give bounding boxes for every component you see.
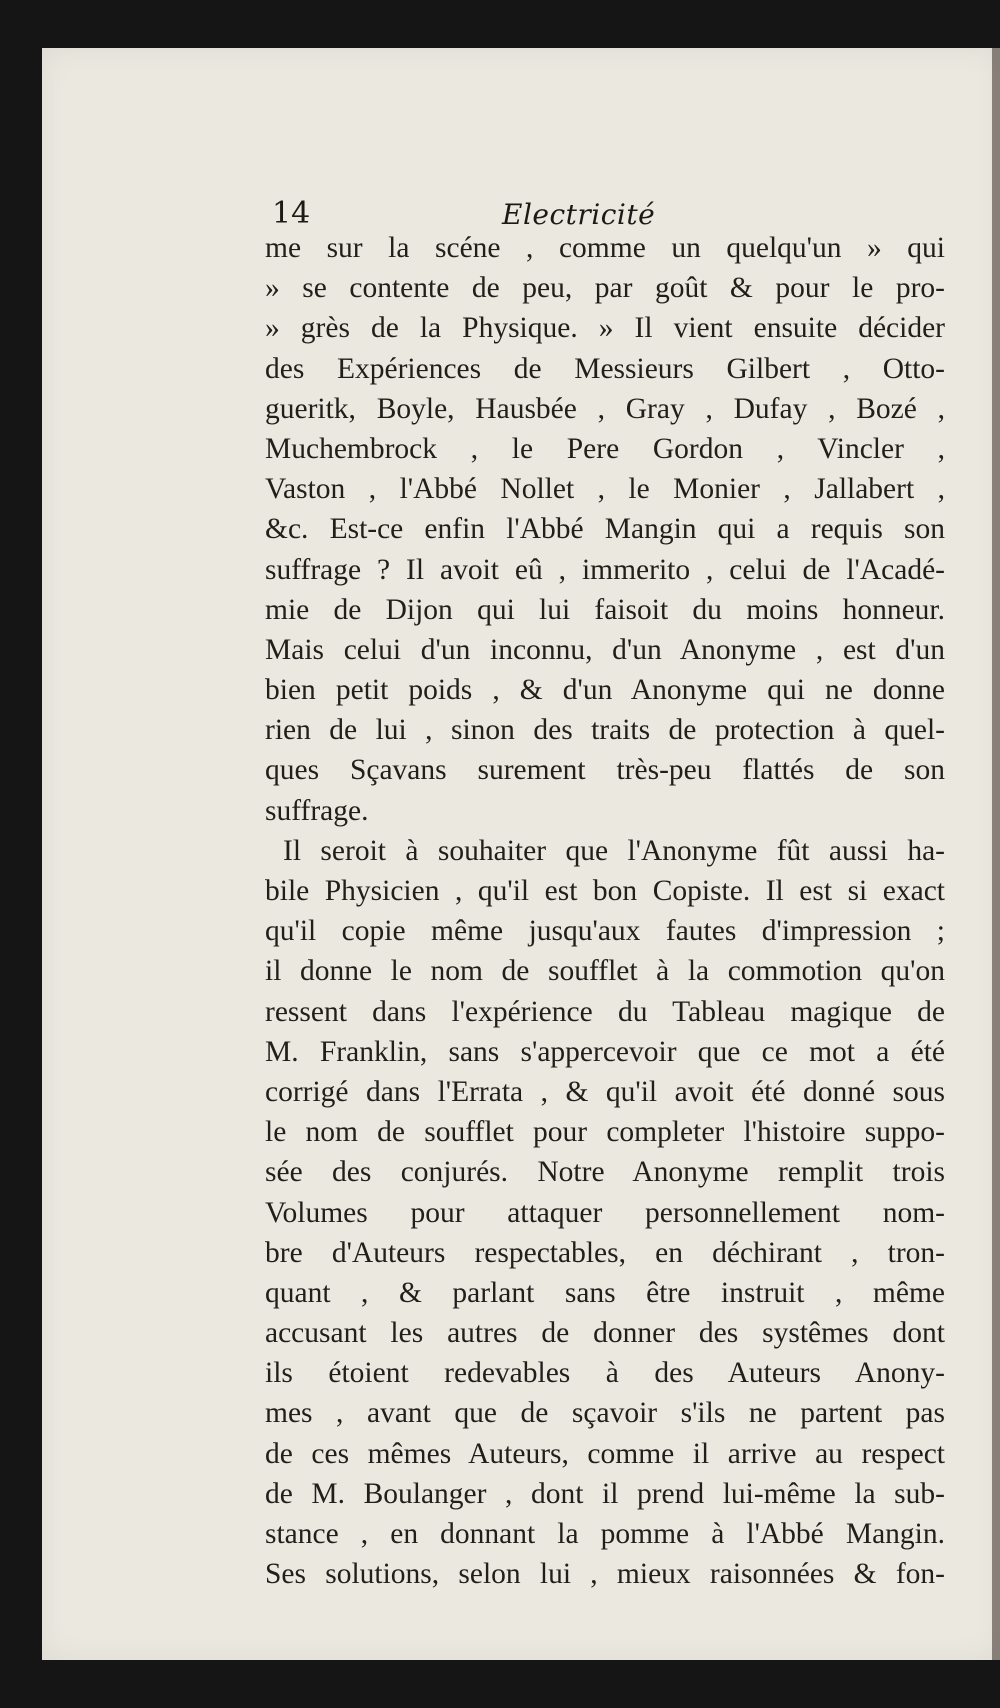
- text-line: Volumes pour attaquer personnellement nom-: [265, 1196, 945, 1229]
- paragraph-2: [265, 831, 945, 1595]
- text-line: ils étoient redevables à des Auteurs Anony-: [265, 1357, 945, 1390]
- text-line: suffrage.: [265, 794, 369, 827]
- page-edge-shadow: [992, 48, 1000, 1660]
- text-line: de M. Boulanger , dont il prend lui-même la sub-: [265, 1477, 945, 1510]
- text-line: Mais celui d'un inconnu, d'un Anonyme , est d'un: [265, 633, 945, 666]
- text-line: Ses solutions, selon lui , mieux raisonnées & fon-: [265, 1558, 945, 1591]
- text-line: suffrage ? Il avoit eû , immerito , celui de l'Acadé-: [265, 553, 945, 586]
- page-number: 14: [272, 196, 311, 231]
- text-line: ressent dans l'expérience du Tableau magique de: [265, 995, 945, 1028]
- text-line: » grès de la Physique. » Il vient ensuite décider: [265, 312, 945, 345]
- text-line: me sur la scéne , comme un quelqu'un » qui: [265, 232, 945, 264]
- text-line: » se contente de peu, par goût & pour le pro-: [265, 272, 945, 305]
- text-line: bien petit poids , & d'un Anonyme qui ne donne: [265, 674, 945, 707]
- text-line: rien de lui , sinon des traits de protection à quel-: [265, 714, 945, 747]
- text-line: quant , & parlant sans être instruit , même: [265, 1276, 945, 1309]
- text-line: qu'il copie même jusqu'aux fautes d'impression ;: [265, 915, 945, 948]
- text-line: mie de Dijon qui lui faisoit du moins honneur.: [265, 593, 945, 626]
- text-line: le nom de soufflet pour completer l'histoire suppo-: [265, 1116, 945, 1149]
- text-line: Vaston , l'Abbé Nollet , le Monier , Jallabert ,: [265, 473, 945, 506]
- text-line: mes , avant que de sçavoir s'ils ne partent pas: [265, 1397, 945, 1430]
- text-line: il donne le nom de soufflet à la commotion qu'on: [265, 955, 945, 988]
- text-line: gueritk, Boyle, Hausbée , Gray , Dufay , Bozé ,: [265, 392, 945, 425]
- text-line: corrigé dans l'Errata , & qu'il avoit été donné sous: [265, 1075, 945, 1108]
- text-line: des Expériences de Messieurs Gilbert , Otto-: [265, 352, 945, 385]
- text-line: de ces mêmes Auteurs, comme il arrive au respect: [265, 1437, 945, 1470]
- text-line: M. Franklin, sans s'appercevoir que ce mot a été: [265, 1035, 945, 1068]
- text-line: stance , en donnant la pomme à l'Abbé Mangin.: [265, 1518, 945, 1550]
- text-line: sée des conjurés. Notre Anonyme remplit trois: [265, 1156, 945, 1189]
- text-line: ques Sçavans surement très-peu flattés de son: [265, 754, 945, 787]
- text-line: bre d'Auteurs respectables, en déchirant , tron-: [265, 1236, 945, 1269]
- text-line: accusant les autres de donner des systêmes dont: [265, 1317, 945, 1350]
- body-text: [265, 228, 945, 1594]
- text-line: Muchembrock , le Pere Gordon , Vincler ,: [265, 432, 945, 465]
- text-line: &c. Est-ce enfin l'Abbé Mangin qui a requis son: [265, 513, 945, 546]
- text-line: bile Physicien , qu'il est bon Copiste. Il est si exact: [265, 875, 945, 907]
- running-title: Electricité: [502, 198, 656, 231]
- text-line: Il seroit à souhaiter que l'Anonyme fût aussi ha-: [283, 834, 945, 867]
- paragraph-1: [265, 228, 945, 831]
